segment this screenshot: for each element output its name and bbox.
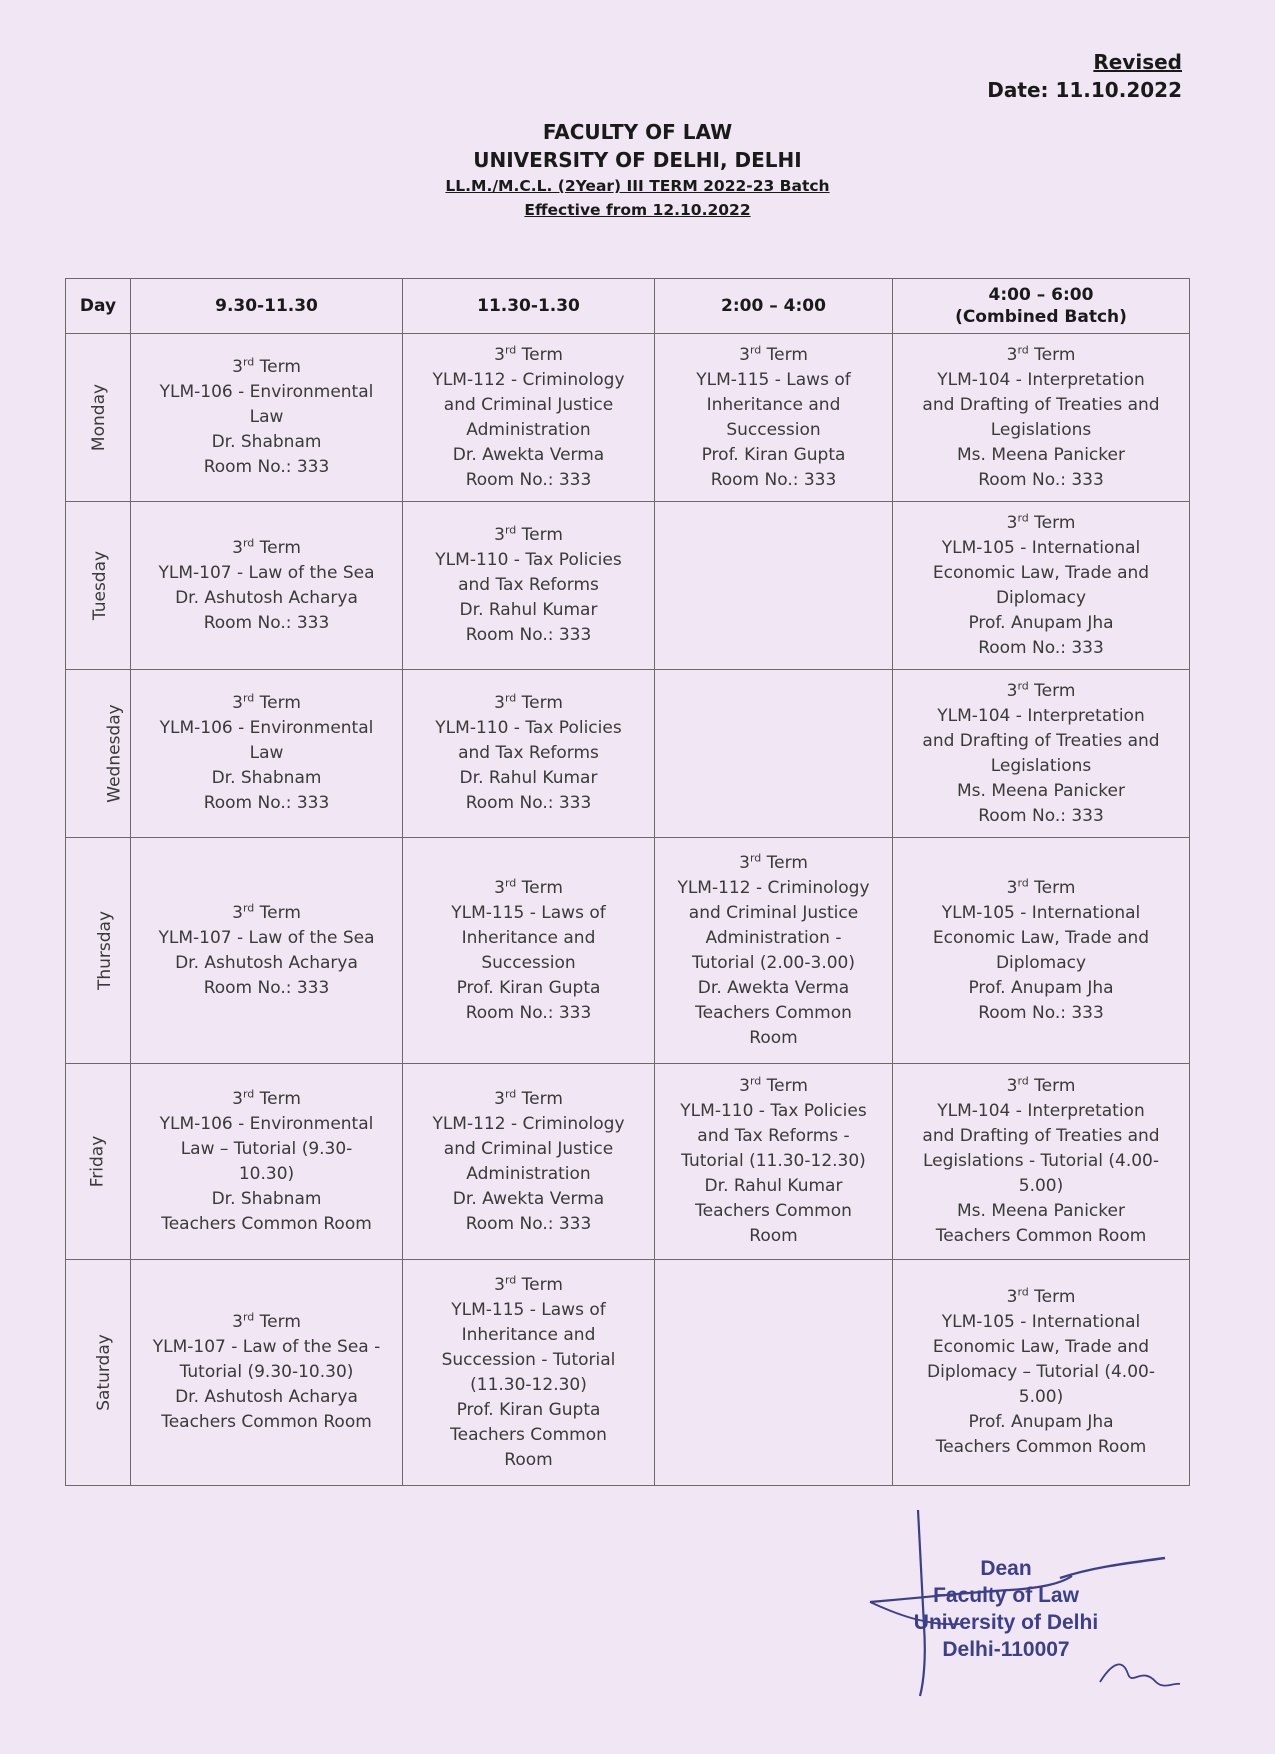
class-detail-line: YLM-107 - Law of the Sea -	[152, 1337, 381, 1357]
class-cell	[655, 838, 893, 1064]
day-label: Friday	[87, 1135, 108, 1188]
class-detail-line: YLM-110 - Tax Policies	[435, 550, 622, 570]
term-label	[659, 851, 888, 876]
class-detail-line: Room	[749, 1027, 798, 1048]
class-cell	[131, 1260, 403, 1486]
class-detail-line: Dr. Rahul Kumar	[459, 768, 598, 788]
term-label	[407, 343, 650, 368]
class-detail-line: Prof. Kiran Gupta	[456, 1399, 601, 1420]
class-detail-line: YLM-112 - Criminology	[432, 1113, 625, 1134]
class-detail-line: and Drafting of Treaties and	[922, 730, 1160, 751]
column-header-slot-3: 2:00 – 4:00	[655, 279, 893, 334]
class-detail-line: YLM-104 - Interpretation	[937, 369, 1145, 390]
faculty-title: FACULTY OF LAW	[542, 120, 733, 144]
class-detail-line: Economic Law, Trade and	[932, 1337, 1150, 1357]
timetable-row	[66, 502, 1190, 670]
term-ordinal: rd	[749, 342, 762, 356]
class-detail-line: Room No.: 333	[203, 457, 330, 477]
program-title: LL.M./M.C.L. (2Year) III TERM 2022-23 Batch	[445, 177, 830, 195]
term-label	[407, 1273, 650, 1298]
term-word: Term	[254, 1312, 301, 1332]
term-word: Term	[254, 357, 301, 377]
day-label: Thursday	[95, 910, 116, 991]
timetable-header-row	[66, 279, 1190, 334]
class-detail-line: Administration	[466, 419, 591, 440]
class-detail-line: Ms. Meena Panicker	[957, 780, 1125, 801]
term-word: Term	[516, 525, 563, 545]
class-cell	[131, 502, 403, 670]
class-detail-line: Room	[749, 1226, 798, 1246]
class-detail-line: Teachers Common	[695, 1201, 852, 1221]
class-detail-line: Teachers Common	[695, 1002, 852, 1023]
term-label	[407, 523, 650, 548]
class-cell	[131, 838, 403, 1064]
class-detail-line: Prof. Anupam Jha	[968, 612, 1114, 633]
term-word: Term	[761, 344, 808, 365]
class-detail-line: Succession	[726, 419, 821, 440]
stamp-line-2: Faculty of Law	[933, 1584, 1079, 1607]
class-cell	[403, 670, 655, 838]
term-ordinal: rd	[242, 900, 255, 914]
class-detail-line: Dr. Rahul Kumar	[459, 600, 598, 620]
term-number: 3	[232, 1312, 243, 1332]
term-word: Term	[254, 1088, 301, 1109]
stamp-line-4: Delhi-110007	[942, 1638, 1070, 1661]
class-detail-line: Dr. Awekta Verma	[452, 444, 605, 465]
class-detail-line: Law – Tutorial (9.30-	[180, 1138, 353, 1159]
revised-label: Revised	[1093, 50, 1182, 74]
class-detail-line: and Drafting of Treaties and	[922, 1126, 1160, 1146]
day-cell	[66, 1064, 131, 1260]
class-detail-line: Dr. Awekta Verma	[452, 1188, 605, 1209]
class-detail-line: Tutorial (2.00-3.00)	[691, 952, 855, 973]
term-word: Term	[516, 1274, 563, 1295]
day-cell	[66, 838, 131, 1064]
class-detail-line: 10.30)	[238, 1163, 295, 1184]
term-ordinal: rd	[242, 535, 255, 549]
class-detail-line: and Drafting of Treaties and	[922, 394, 1160, 415]
term-label	[135, 536, 398, 561]
term-word: Term	[254, 537, 301, 558]
day-label: Tuesday	[90, 550, 111, 621]
class-detail-line: YLM-112 - Criminology	[432, 369, 625, 390]
term-label	[135, 355, 398, 380]
class-detail-line: YLM-110 - Tax Policies	[680, 1101, 867, 1121]
term-word: Term	[254, 902, 301, 923]
class-cell	[655, 1064, 893, 1260]
class-detail-line: Administration -	[705, 927, 842, 948]
term-label	[897, 343, 1185, 368]
term-ordinal: rd	[1017, 510, 1029, 524]
class-detail-line: Dr. Rahul Kumar	[704, 1176, 843, 1196]
term-ordinal: rd	[1017, 875, 1029, 889]
revision-note	[987, 48, 1182, 104]
class-cell	[655, 334, 893, 502]
class-detail-line: Room No.: 333	[465, 793, 592, 813]
class-detail-line: Inheritance and	[461, 927, 596, 948]
class-detail-line: YLM-107 - Law of the Sea	[158, 562, 375, 583]
day-cell	[66, 502, 131, 670]
term-word: Term	[516, 693, 563, 713]
class-cell	[131, 334, 403, 502]
term-ordinal: rd	[504, 1086, 517, 1100]
class-detail-line: Teachers Common Room	[161, 1412, 372, 1432]
class-detail-line: YLM-112 - Criminology	[677, 877, 870, 898]
class-detail-line: Dr. Ashutosh Acharya	[175, 1387, 358, 1407]
class-detail-line: Teachers Common	[450, 1424, 607, 1445]
class-detail-line: and Criminal Justice	[688, 902, 859, 923]
term-ordinal: rd	[749, 1074, 762, 1088]
class-cell	[893, 334, 1190, 502]
term-ordinal: rd	[1017, 678, 1029, 692]
class-cell	[893, 502, 1190, 670]
term-word: Term	[1028, 512, 1076, 533]
term-label	[407, 691, 650, 716]
timetable-row	[66, 1064, 1190, 1260]
timetable	[65, 278, 1190, 1486]
term-word: Term	[516, 344, 563, 365]
class-detail-line: Tutorial (9.30-10.30)	[179, 1362, 354, 1382]
term-ordinal: rd	[504, 691, 517, 705]
column-header-slot-1: 9.30-11.30	[131, 279, 403, 334]
class-detail-line: Room No.: 333	[978, 1002, 1104, 1023]
term-ordinal: rd	[242, 1086, 255, 1100]
term-ordinal: rd	[242, 691, 255, 705]
term-number: 3	[232, 693, 243, 713]
term-number: 3	[1006, 512, 1018, 533]
day-label: Monday	[89, 383, 110, 452]
class-detail-line: YLM-105 - International	[941, 1312, 1141, 1332]
timetable-row	[66, 838, 1190, 1064]
class-detail-line: Diplomacy	[995, 587, 1087, 608]
class-detail-line: YLM-105 - International	[941, 537, 1141, 558]
timetable-row	[66, 670, 1190, 838]
class-detail-line: YLM-104 - Interpretation	[937, 1101, 1145, 1121]
slot-4-time: 4:00 – 6:00	[988, 285, 1094, 305]
slot-4-note: (Combined Batch)	[955, 307, 1127, 327]
class-detail-line: Economic Law, Trade and	[932, 927, 1150, 948]
class-detail-line: Room No.: 333	[978, 469, 1104, 490]
class-detail-line: Diplomacy	[995, 952, 1087, 973]
term-word: Term	[761, 1076, 808, 1096]
class-cell	[403, 334, 655, 502]
term-number: 3	[739, 1076, 750, 1096]
class-cell	[403, 1260, 655, 1486]
column-header-day: Day	[66, 279, 131, 334]
class-detail-line: Prof. Anupam Jha	[968, 1412, 1114, 1432]
empty-cell	[655, 1260, 893, 1486]
class-detail-line: Tutorial (11.30-12.30)	[681, 1151, 866, 1171]
class-detail-line: Dr. Shabnam	[211, 768, 322, 788]
term-word: Term	[1028, 1076, 1076, 1096]
class-detail-line: Room No.: 333	[710, 469, 837, 490]
class-detail-line: Room No.: 333	[465, 625, 592, 645]
class-detail-line: 5.00)	[1018, 1176, 1064, 1196]
term-number: 3	[232, 537, 243, 558]
day-cell	[66, 1260, 131, 1486]
empty-cell	[655, 502, 893, 670]
effective-date: Effective from 12.10.2022	[524, 201, 751, 219]
term-number: 3	[1006, 344, 1018, 365]
class-detail-line: YLM-107 - Law of the Sea	[158, 927, 375, 948]
term-number: 3	[494, 1088, 505, 1109]
term-label	[659, 343, 888, 368]
class-detail-line: Ms. Meena Panicker	[957, 1201, 1125, 1221]
term-label	[897, 679, 1185, 704]
class-detail-line: Legislations	[990, 419, 1092, 440]
term-ordinal: rd	[749, 850, 762, 864]
class-detail-line: Teachers Common Room	[935, 1437, 1147, 1457]
term-number: 3	[232, 902, 243, 923]
class-detail-line: and Criminal Justice	[443, 394, 614, 415]
term-ordinal: rd	[1017, 1074, 1029, 1088]
class-detail-line: Diplomacy – Tutorial (4.00-	[927, 1362, 1155, 1382]
term-number: 3	[739, 852, 750, 873]
class-detail-line: YLM-106 - Environmental	[159, 382, 374, 402]
column-header-slot-2: 11.30-1.30	[403, 279, 655, 334]
class-detail-line: 5.00)	[1018, 1387, 1064, 1407]
timetable-row	[66, 334, 1190, 502]
class-detail-line: YLM-110 - Tax Policies	[435, 718, 622, 738]
class-cell	[893, 1260, 1190, 1486]
class-detail-line: Administration	[466, 1163, 591, 1184]
class-detail-line: Inheritance and	[706, 394, 841, 415]
class-detail-line: Teachers Common Room	[935, 1226, 1147, 1246]
term-number: 3	[494, 877, 505, 898]
class-detail-line: and Criminal Justice	[443, 1138, 614, 1159]
term-ordinal: rd	[1017, 342, 1029, 356]
term-ordinal: rd	[1017, 1285, 1029, 1299]
dean-stamp	[876, 1555, 1136, 1663]
stamp-line-3: University of Delhi	[913, 1611, 1099, 1634]
class-detail-line: Legislations	[990, 755, 1092, 776]
class-detail-line: Room No.: 333	[978, 637, 1104, 658]
term-ordinal: rd	[504, 875, 517, 889]
class-detail-line: and Tax Reforms -	[697, 1126, 850, 1146]
class-detail-line: Dr. Ashutosh Acharya	[175, 587, 358, 608]
class-detail-line: Dr. Shabnam	[211, 432, 322, 452]
class-cell	[893, 838, 1190, 1064]
class-detail-line: YLM-115 - Laws of	[451, 1299, 606, 1320]
class-detail-line: and Tax Reforms	[458, 743, 599, 763]
class-cell	[131, 670, 403, 838]
class-detail-line: Inheritance and	[461, 1324, 596, 1345]
term-number: 3	[232, 1088, 243, 1109]
class-cell	[893, 670, 1190, 838]
university-title: UNIVERSITY OF DELHI, DELHI	[473, 148, 802, 172]
empty-cell	[655, 670, 893, 838]
revised-date: Date: 11.10.2022	[987, 78, 1182, 102]
term-word: Term	[1028, 1287, 1076, 1307]
class-detail-line: and Tax Reforms	[458, 575, 599, 595]
term-word: Term	[1028, 344, 1076, 365]
class-detail-line: Room No.: 333	[203, 612, 330, 633]
term-number: 3	[494, 525, 505, 545]
term-ordinal: rd	[504, 1272, 517, 1286]
term-label	[135, 901, 398, 926]
class-detail-line: Succession - Tutorial	[441, 1349, 616, 1370]
term-ordinal: rd	[242, 355, 255, 369]
term-label	[407, 1087, 650, 1112]
class-detail-line: Room No.: 333	[465, 1213, 592, 1234]
term-number: 3	[739, 344, 750, 365]
class-cell	[131, 1064, 403, 1260]
class-detail-line: YLM-115 - Laws of	[451, 902, 606, 923]
class-detail-line: Dr. Awekta Verma	[697, 977, 850, 998]
term-number: 3	[494, 344, 505, 365]
term-word: Term	[516, 1088, 563, 1109]
class-detail-line: YLM-104 - Interpretation	[937, 705, 1145, 726]
class-detail-line: Room No.: 333	[978, 805, 1104, 826]
class-detail-line: YLM-105 - International	[941, 902, 1141, 923]
term-number: 3	[1006, 877, 1018, 898]
document-header	[0, 118, 1275, 222]
class-cell	[403, 838, 655, 1064]
term-word: Term	[516, 877, 563, 898]
term-word: Term	[1028, 877, 1076, 898]
term-label	[897, 876, 1185, 901]
class-detail-line: Room No.: 333	[203, 977, 330, 998]
class-detail-line: Room No.: 333	[465, 1002, 592, 1023]
class-cell	[403, 1064, 655, 1260]
stamp-line-1: Dean	[980, 1557, 1032, 1580]
class-detail-line: (11.30-12.30)	[470, 1374, 587, 1395]
class-detail-line: Economic Law, Trade and	[932, 562, 1150, 583]
class-detail-line: YLM-106 - Environmental	[159, 718, 374, 738]
class-detail-line: Prof. Kiran Gupta	[456, 977, 601, 998]
term-word: Term	[1028, 680, 1076, 701]
class-detail-line: Dr. Shabnam	[211, 1188, 322, 1209]
class-detail-line: Teachers Common Room	[161, 1213, 372, 1234]
term-number: 3	[232, 357, 243, 377]
class-detail-line: Law	[249, 407, 284, 427]
term-label	[407, 876, 650, 901]
class-detail-line: Room No.: 333	[465, 469, 592, 490]
term-number: 3	[1006, 680, 1018, 701]
term-ordinal: rd	[242, 1310, 255, 1324]
class-detail-line: Room No.: 333	[203, 793, 330, 813]
class-detail-line: Prof. Anupam Jha	[968, 977, 1114, 998]
class-detail-line: Succession	[481, 952, 576, 973]
day-label: Wednesday	[104, 704, 125, 803]
term-label	[897, 511, 1185, 536]
term-ordinal: rd	[504, 523, 517, 537]
day-cell	[66, 670, 131, 838]
timetable-row	[66, 1260, 1190, 1486]
term-label	[897, 1285, 1185, 1310]
term-number: 3	[494, 1274, 505, 1295]
class-detail-line: Legislations - Tutorial (4.00-	[922, 1151, 1160, 1171]
term-label	[135, 1087, 398, 1112]
term-number: 3	[494, 693, 505, 713]
class-detail-line: YLM-115 - Laws of	[696, 369, 851, 390]
class-detail-line: Law	[249, 743, 284, 763]
term-label	[135, 691, 398, 716]
term-number: 3	[1006, 1076, 1018, 1096]
term-ordinal: rd	[504, 342, 517, 356]
class-detail-line: Dr. Ashutosh Acharya	[175, 952, 358, 973]
day-label: Saturday	[93, 1334, 114, 1411]
term-word: Term	[254, 693, 301, 713]
term-label	[897, 1074, 1185, 1099]
class-detail-line: Room	[504, 1449, 553, 1470]
term-word: Term	[761, 852, 808, 873]
column-header-slot-4	[893, 279, 1190, 334]
class-detail-line: Ms. Meena Panicker	[957, 444, 1125, 465]
day-cell	[66, 334, 131, 502]
term-number: 3	[1006, 1287, 1018, 1307]
class-cell	[403, 502, 655, 670]
class-detail-line: Prof. Kiran Gupta	[701, 444, 846, 465]
term-label	[659, 1074, 888, 1099]
class-detail-line: YLM-106 - Environmental	[159, 1113, 374, 1134]
class-cell	[893, 1064, 1190, 1260]
term-label	[135, 1310, 398, 1335]
